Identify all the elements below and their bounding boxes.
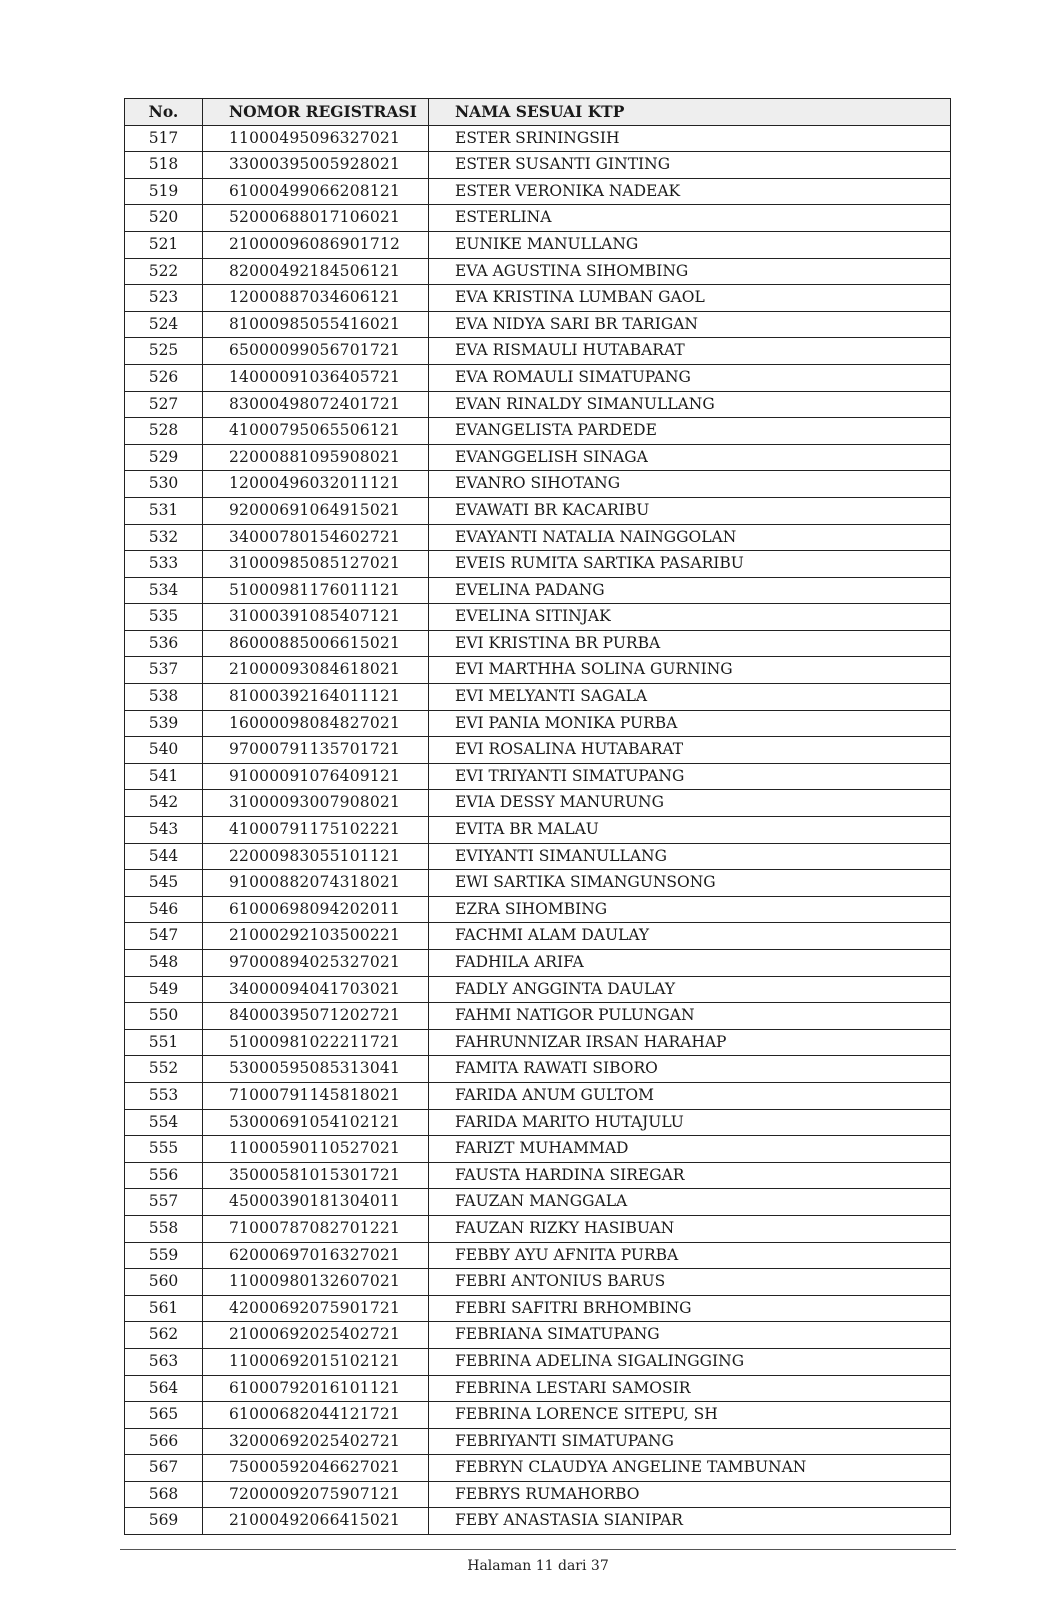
ktp-name: FARIDA ANUM GULTOM [429,1082,951,1109]
ktp-name: EVI TRIYANTI SIMATUPANG [429,763,951,790]
table-row [125,1109,951,1136]
table-row [125,1029,951,1056]
ktp-name: FAUZAN MANGGALA [429,1189,951,1216]
ktp-name: FEBRYN CLAUDYA ANGELINE TAMBUNAN [429,1455,951,1482]
table-row [125,205,951,232]
registration-number: 31000093007908021 [203,790,429,817]
ktp-name: FAHRUNNIZAR IRSAN HARAHAP [429,1029,951,1056]
registration-number: 92000691064915021 [203,497,429,524]
registration-number: 84000395071202721 [203,1003,429,1030]
table-row [125,285,951,312]
table-row [125,976,951,1003]
table-row [125,1162,951,1189]
registration-number: 31000985085127021 [203,551,429,578]
row-number: 548 [125,950,203,977]
ktp-name: EVI PANIA MONIKA PURBA [429,710,951,737]
ktp-name: EVAWATI BR KACARIBU [429,497,951,524]
row-number: 566 [125,1428,203,1455]
row-number: 559 [125,1242,203,1269]
table-row [125,950,951,977]
table-row [125,1402,951,1429]
ktp-name: EWI SARTIKA SIMANGUNSONG [429,870,951,897]
table-row [125,1269,951,1296]
ktp-name: FAUZAN RIZKY HASIBUAN [429,1215,951,1242]
table-row [125,1375,951,1402]
table-row [125,311,951,338]
ktp-name: EVEIS RUMITA SARTIKA PASARIBU [429,551,951,578]
registration-number: 21000492066415021 [203,1508,429,1535]
table-row [125,1322,951,1349]
row-number: 543 [125,817,203,844]
table-row [125,1428,951,1455]
table-row [125,870,951,897]
ktp-name: ESTERLINA [429,205,951,232]
ktp-name: EVITA BR MALAU [429,817,951,844]
registration-number: 83000498072401721 [203,391,429,418]
registration-number: 65000099056701721 [203,338,429,365]
row-number: 556 [125,1162,203,1189]
registration-number: 21000096086901712 [203,231,429,258]
table-row [125,1348,951,1375]
table-row [125,1215,951,1242]
registration-number: 14000091036405721 [203,364,429,391]
ktp-name: FEBRI SAFITRI BRHOMBING [429,1295,951,1322]
registration-number: 42000692075901721 [203,1295,429,1322]
registration-table-container [124,98,950,1535]
table-row [125,471,951,498]
registration-number: 53000595085313041 [203,1056,429,1083]
row-number: 527 [125,391,203,418]
registration-number: 97000791135701721 [203,737,429,764]
table-row [125,763,951,790]
row-number: 533 [125,551,203,578]
registration-number: 97000894025327021 [203,950,429,977]
ktp-name: FEBRYS RUMAHORBO [429,1481,951,1508]
row-number: 562 [125,1322,203,1349]
registration-number: 52000688017106021 [203,205,429,232]
registration-number: 11000590110527021 [203,1136,429,1163]
table-row [125,923,951,950]
row-number: 563 [125,1348,203,1375]
row-number: 532 [125,524,203,551]
table-row [125,1056,951,1083]
row-number: 523 [125,285,203,312]
registration-number: 41000795065506121 [203,418,429,445]
ktp-name: FARIDA MARITO HUTAJULU [429,1109,951,1136]
row-number: 546 [125,896,203,923]
ktp-name: EVA RISMAULI HUTABARAT [429,338,951,365]
ktp-name: EVELINA PADANG [429,577,951,604]
registration-number: 33000395005928021 [203,152,429,179]
header-registration-number: NOMOR REGISTRASI [203,99,429,126]
registration-number: 11000692015102121 [203,1348,429,1375]
table-row [125,444,951,471]
ktp-name: EVI ROSALINA HUTABARAT [429,737,951,764]
ktp-name: EVANGGELISH SINAGA [429,444,951,471]
row-number: 558 [125,1215,203,1242]
ktp-name: FEBY ANASTASIA SIANIPAR [429,1508,951,1535]
row-number: 541 [125,763,203,790]
registration-number: 22000881095908021 [203,444,429,471]
table-row [125,684,951,711]
registration-number: 72000092075907121 [203,1481,429,1508]
registration-number: 22000983055101121 [203,843,429,870]
row-number: 530 [125,471,203,498]
header-no: No. [125,99,203,126]
row-number: 552 [125,1056,203,1083]
registration-number: 11000980132607021 [203,1269,429,1296]
table-row [125,577,951,604]
ktp-name: FEBRINA LESTARI SAMOSIR [429,1375,951,1402]
header-name: NAMA SESUAI KTP [429,99,951,126]
table-row [125,710,951,737]
row-number: 554 [125,1109,203,1136]
registration-number: 12000887034606121 [203,285,429,312]
table-row [125,497,951,524]
ktp-name: FEBRIYANTI SIMATUPANG [429,1428,951,1455]
ktp-name: EVA AGUSTINA SIHOMBING [429,258,951,285]
table-row [125,817,951,844]
registration-table [124,98,951,1535]
row-number: 521 [125,231,203,258]
table-row [125,178,951,205]
row-number: 564 [125,1375,203,1402]
ktp-name: EZRA SIHOMBING [429,896,951,923]
table-row [125,657,951,684]
table-row [125,524,951,551]
ktp-name: EUNIKE MANULLANG [429,231,951,258]
ktp-name: EVIA DESSY MANURUNG [429,790,951,817]
registration-number: 31000391085407121 [203,604,429,631]
table-row [125,1481,951,1508]
ktp-name: EVI MELYANTI SAGALA [429,684,951,711]
ktp-name: FADLY ANGGINTA DAULAY [429,976,951,1003]
row-number: 528 [125,418,203,445]
table-row [125,1082,951,1109]
table-row [125,258,951,285]
table-row [125,418,951,445]
registration-number: 91000091076409121 [203,763,429,790]
table-row [125,551,951,578]
row-number: 565 [125,1402,203,1429]
row-number: 522 [125,258,203,285]
row-number: 557 [125,1189,203,1216]
ktp-name: EVA NIDYA SARI BR TARIGAN [429,311,951,338]
table-row [125,896,951,923]
registration-number: 91000882074318021 [203,870,429,897]
ktp-name: FAUSTA HARDINA SIREGAR [429,1162,951,1189]
row-number: 545 [125,870,203,897]
footer-divider [120,1549,956,1550]
registration-number: 21000292103500221 [203,923,429,950]
ktp-name: EVA KRISTINA LUMBAN GAOL [429,285,951,312]
table-row [125,1508,951,1535]
registration-number: 71000791145818021 [203,1082,429,1109]
ktp-name: FEBRINA ADELINA SIGALINGGING [429,1348,951,1375]
ktp-name: FEBRINA LORENCE SITEPU, SH [429,1402,951,1429]
row-number: 555 [125,1136,203,1163]
ktp-name: FEBBY AYU AFNITA PURBA [429,1242,951,1269]
ktp-name: EVI KRISTINA BR PURBA [429,630,951,657]
row-number: 569 [125,1508,203,1535]
ktp-name: FEBRIANA SIMATUPANG [429,1322,951,1349]
registration-number: 61000682044121721 [203,1402,429,1429]
table-header-row [125,99,951,126]
row-number: 529 [125,444,203,471]
row-number: 531 [125,497,203,524]
registration-number: 21000093084618021 [203,657,429,684]
table-row [125,364,951,391]
registration-number: 62000697016327021 [203,1242,429,1269]
registration-number: 53000691054102121 [203,1109,429,1136]
table-row [125,1455,951,1482]
registration-number: 71000787082701221 [203,1215,429,1242]
table-row [125,604,951,631]
ktp-name: EVIYANTI SIMANULLANG [429,843,951,870]
ktp-name: EVA ROMAULI SIMATUPANG [429,364,951,391]
row-number: 538 [125,684,203,711]
registration-number: 75000592046627021 [203,1455,429,1482]
registration-number: 61000499066208121 [203,178,429,205]
row-number: 517 [125,125,203,152]
row-number: 536 [125,630,203,657]
ktp-name: EVANRO SIHOTANG [429,471,951,498]
registration-number: 11000495096327021 [203,125,429,152]
ktp-name: EVANGELISTA PARDEDE [429,418,951,445]
table-row [125,790,951,817]
page-number: Halaman 11 dari 37 [467,1558,609,1574]
table-row [125,338,951,365]
ktp-name: EVI MARTHHA SOLINA GURNING [429,657,951,684]
row-number: 540 [125,737,203,764]
table-row [125,737,951,764]
registration-number: 86000885006615021 [203,630,429,657]
table-row [125,391,951,418]
row-number: 526 [125,364,203,391]
row-number: 551 [125,1029,203,1056]
table-row [125,231,951,258]
table-row [125,1003,951,1030]
table-row [125,1189,951,1216]
registration-number: 82000492184506121 [203,258,429,285]
row-number: 520 [125,205,203,232]
ktp-name: FACHMI ALAM DAULAY [429,923,951,950]
row-number: 542 [125,790,203,817]
registration-number: 35000581015301721 [203,1162,429,1189]
row-number: 544 [125,843,203,870]
table-row [125,1295,951,1322]
registration-number: 41000791175102221 [203,817,429,844]
ktp-name: ESTER SUSANTI GINTING [429,152,951,179]
table-row [125,1136,951,1163]
ktp-name: FAMITA RAWATI SIBORO [429,1056,951,1083]
ktp-name: FEBRI ANTONIUS BARUS [429,1269,951,1296]
row-number: 561 [125,1295,203,1322]
row-number: 547 [125,923,203,950]
registration-number: 45000390181304011 [203,1189,429,1216]
row-number: 560 [125,1269,203,1296]
registration-number: 12000496032011121 [203,471,429,498]
registration-number: 34000094041703021 [203,976,429,1003]
registration-number: 61000792016101121 [203,1375,429,1402]
table-row [125,1242,951,1269]
table-body [125,125,951,1534]
row-number: 567 [125,1455,203,1482]
registration-number: 61000698094202011 [203,896,429,923]
row-number: 539 [125,710,203,737]
row-number: 553 [125,1082,203,1109]
ktp-name: FAHMI NATIGOR PULUNGAN [429,1003,951,1030]
row-number: 549 [125,976,203,1003]
ktp-name: ESTER VERONIKA NADEAK [429,178,951,205]
registration-number: 32000692025402721 [203,1428,429,1455]
registration-number: 21000692025402721 [203,1322,429,1349]
row-number: 519 [125,178,203,205]
row-number: 535 [125,604,203,631]
ktp-name: ESTER SRININGSIH [429,125,951,152]
row-number: 524 [125,311,203,338]
table-row [125,630,951,657]
row-number: 534 [125,577,203,604]
ktp-name: EVAYANTI NATALIA NAINGGOLAN [429,524,951,551]
ktp-name: EVAN RINALDY SIMANULLANG [429,391,951,418]
row-number: 550 [125,1003,203,1030]
row-number: 537 [125,657,203,684]
registration-number: 81000392164011121 [203,684,429,711]
table-row [125,843,951,870]
registration-number: 51000981176011121 [203,577,429,604]
row-number: 518 [125,152,203,179]
registration-number: 34000780154602721 [203,524,429,551]
row-number: 568 [125,1481,203,1508]
registration-number: 51000981022211721 [203,1029,429,1056]
registration-number: 81000985055416021 [203,311,429,338]
ktp-name: EVELINA SITINJAK [429,604,951,631]
row-number: 525 [125,338,203,365]
ktp-name: FADHILA ARIFA [429,950,951,977]
registration-number: 16000098084827021 [203,710,429,737]
ktp-name: FARIZT MUHAMMAD [429,1136,951,1163]
table-row [125,152,951,179]
table-row [125,125,951,152]
